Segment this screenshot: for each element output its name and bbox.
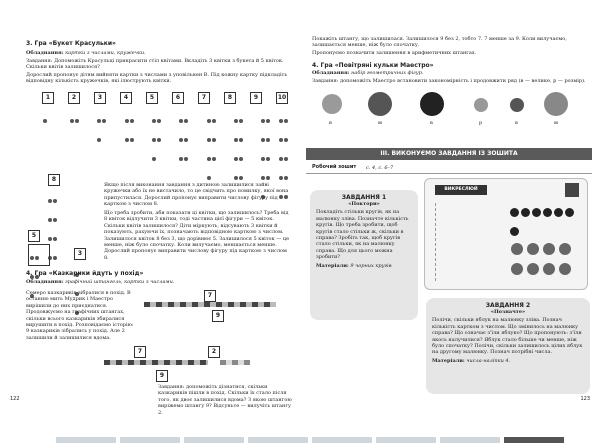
dot: [239, 176, 243, 180]
dot: [284, 119, 288, 123]
number-card[interactable]: 9: [250, 92, 262, 104]
card-7-top[interactable]: 7: [204, 290, 216, 302]
card-9-bottom[interactable]: 9: [156, 370, 168, 382]
dot: [152, 138, 156, 142]
dot: [130, 119, 134, 123]
dot: [70, 119, 74, 123]
dot: [130, 138, 134, 142]
balloon-label: м: [554, 120, 558, 126]
workbook-dot: [521, 208, 530, 217]
dot: [157, 119, 161, 123]
dot: [279, 138, 283, 142]
game-balloons-task: Завдання: допоможіть Маестро встановити закономірність і продовжити ряд (в — велике, р — розмір).: [312, 78, 586, 84]
workbook-row: Робочий зошит с. 4, с. 6–7: [306, 163, 592, 174]
balloon[interactable]: [420, 92, 444, 116]
footer-tab[interactable]: [376, 437, 436, 443]
task2-name: «Позначте»: [490, 309, 526, 315]
card-7-bottom[interactable]: 7: [134, 346, 146, 358]
number-card[interactable]: 10: [276, 92, 288, 104]
dot: [207, 119, 211, 123]
balloon-label: р: [479, 120, 483, 126]
workbook-image: [424, 178, 588, 290]
number-card[interactable]: 8: [224, 92, 236, 104]
workbook-dot: [510, 227, 519, 236]
game3-description: Дорослий пропонує дітям вийняти картки з числами з уповільнен В. Під кожну картку підкладіть відповідну кількість кружечків, які ілюструють квітки.: [26, 72, 288, 85]
apple-icon: [527, 243, 539, 255]
apple-icon: [543, 243, 555, 255]
dot: [212, 157, 216, 161]
balloon[interactable]: [368, 92, 392, 116]
rod-7[interactable]: [104, 360, 208, 365]
dot: [184, 157, 188, 161]
dot: [179, 157, 183, 161]
number-card[interactable]: 2: [68, 92, 80, 104]
dot-column: [179, 108, 191, 165]
balloon-label: м: [378, 120, 382, 126]
balloon[interactable]: [474, 98, 488, 112]
dot: [43, 119, 47, 123]
game-balloons-equipment: Обладнання: набір геометричних фігур.: [312, 70, 424, 76]
game4-equipment: Обладнання: графічний штангель, картки з числами.: [26, 279, 175, 285]
section-bar: III. ВИКОНУЄМО ЗАВДАННЯ ІЗ ЗОШИТА: [306, 148, 592, 160]
workbook-dot: [510, 208, 519, 217]
qr-code-icon: [565, 183, 579, 197]
task1-text: Покладіть стільки кругів, як на малюнку зліва. Позначте кількість кругів. Що треба зробити, щоб кругів стало стільки ж, скільки в справа? Зробіть так, щоб кругів стало стільки, як на малюнку справа. Що для цього можна зробити?: [316, 209, 409, 261]
dot: [102, 119, 106, 123]
balloons-row: [322, 90, 582, 134]
dot: [184, 119, 188, 123]
number-card[interactable]: 1: [42, 92, 54, 104]
workbook-text-area: [435, 203, 506, 281]
footer-strip: [0, 437, 600, 443]
dot: [284, 138, 288, 142]
apple-icon: [511, 243, 523, 255]
dot-column: [233, 108, 245, 184]
dot: [266, 119, 270, 123]
number-card[interactable]: 6: [172, 92, 184, 104]
dot: [97, 119, 101, 123]
balloon-label: в: [329, 120, 332, 126]
game3-title: 3. Гра «Букет Красульки»: [26, 40, 116, 47]
footer-tab[interactable]: [56, 437, 116, 443]
dot: [75, 119, 79, 123]
workbook-dot: [532, 208, 541, 217]
dot: [261, 157, 265, 161]
footer-tab[interactable]: [312, 437, 372, 443]
workbook-dots: [509, 203, 581, 233]
game4-title: 4. Гра «Казкарики йдуть у похід»: [26, 270, 144, 277]
dot: [207, 176, 211, 180]
mid-text-2: Що треба зробити, аби показати ці квітки, що залишилось? Треба від 8 квіток відлучити 3 квітки, тоді частина цієї фігури — 5 квіток. Скільки квітів залишилося? Діти міркують, відсувають 3 квітки й показують, рахуючи їх, позначають відповідною карткою з числом. Залишилося квіток 8 без 3, що дорівнює 5. Залишилося 5 квіток — це менше, ніж було спочатку. Коли вилучаємо, меншається менше. Дорослий пропонує виправити числову фігуру під карткою з числом 8.: [104, 210, 290, 261]
dot: [239, 119, 243, 123]
dot: [234, 138, 238, 142]
dot: [279, 119, 283, 123]
game3-equipment: Обладнання: картки з числами, кружечки.: [26, 50, 146, 56]
page-number-right: 123: [580, 396, 590, 402]
balloon[interactable]: [544, 92, 568, 116]
rod-2[interactable]: [220, 360, 250, 365]
apple-icon: [559, 243, 571, 255]
dot-column: [97, 108, 109, 146]
dot: [261, 119, 265, 123]
dot: [97, 138, 101, 142]
balloon-label: в: [515, 120, 518, 126]
card-9-top[interactable]: 9: [212, 310, 224, 322]
dot: [284, 157, 288, 161]
card-2-bottom[interactable]: 2: [208, 346, 220, 358]
workbook-dot: [554, 208, 563, 217]
card-3[interactable]: 3: [74, 248, 86, 260]
dot: [179, 119, 183, 123]
game3-task: Завдання: Допоможіть Красульці прикрасити стіл квітами. Вкладіть 3 квітки з букета й 5 квіток. Скільки квітів залишилося?: [26, 58, 284, 71]
apple-icon: [511, 263, 523, 275]
mid-text: Якщо після виконання завдання з дитиною залишилися зайві кружечки або їх не вистачило, то це свідчить про помилку, якої вона припустилася. Дорослий пропонує виправити числову фігуру під карткою з числом 8.: [104, 182, 289, 208]
balloon[interactable]: [510, 98, 524, 112]
dot: [239, 138, 243, 142]
dot: [207, 138, 211, 142]
dot: [125, 119, 129, 123]
dot: [234, 157, 238, 161]
right-page: [306, 30, 592, 400]
dot-box-5: [28, 244, 50, 266]
dot-column: [69, 108, 81, 127]
footer-tab[interactable]: [184, 437, 244, 443]
dot: [184, 138, 188, 142]
task1-box: [310, 190, 418, 320]
number-card[interactable]: 3: [94, 92, 106, 104]
page-number-left: 122: [10, 396, 20, 402]
apple-icon: [559, 263, 571, 275]
dot: [239, 157, 243, 161]
dot: [207, 157, 211, 161]
dot: [284, 176, 288, 180]
dot: [234, 176, 238, 180]
number-cards-row: [42, 92, 288, 104]
game-balloons-title: 4. Гра «Повітряні кульки Маестро»: [312, 62, 434, 69]
dot: [179, 138, 183, 142]
dot: [212, 119, 216, 123]
dot: [266, 138, 270, 142]
dot: [279, 176, 283, 180]
dot-column: [124, 108, 136, 146]
dot: [152, 157, 156, 161]
footer-tab[interactable]: [248, 437, 308, 443]
task2-materials: Матеріали: числа-наліпки 4.: [432, 357, 511, 364]
footer-tab-active[interactable]: [504, 437, 564, 443]
footer-tab[interactable]: [440, 437, 500, 443]
dot: [266, 176, 270, 180]
rod-9-top[interactable]: [144, 302, 276, 307]
dot: [266, 157, 270, 161]
dot: [234, 119, 238, 123]
left-page: [8, 30, 294, 416]
card-5[interactable]: 5: [28, 230, 40, 242]
balloon-label: в: [430, 120, 433, 126]
task2-title: ЗАВДАННЯ 2: [485, 302, 531, 309]
card-8[interactable]: 8: [48, 174, 60, 186]
apple-icon: [543, 263, 555, 275]
task1-materials: Матеріали: 9 чорних кругів: [316, 262, 392, 269]
number-card[interactable]: 5: [146, 92, 158, 104]
task2-text: Полічи, скільки яблук на малюнку зліва. Познач кількість картком з числом. Що змінилось на малюнку справа? Що означає з'їли яблуко? Що пропонують: з'їли якось налучилися? Яблук стало більше чи менше, ніж було спочатку? Полічи, скільки залишилось цілих яблук на другому малюнку. Познач потрібні числа.: [432, 317, 583, 356]
dot-columns: [42, 108, 288, 148]
dot: [261, 176, 265, 180]
dot-column: [42, 108, 54, 127]
footer-tab[interactable]: [120, 437, 180, 443]
dot-column: [206, 108, 218, 184]
dot: [125, 138, 129, 142]
workbook-tag: ВИКРЕСЛЮЙ: [435, 185, 487, 195]
dot: [279, 157, 283, 161]
task1-name: «Поктори»: [348, 201, 380, 207]
dot: [152, 119, 156, 123]
dot: [157, 138, 161, 142]
top-text-2: Пропонуємо позначити залишення в арифметичних штангах.: [312, 50, 477, 56]
number-card[interactable]: 7: [198, 92, 210, 104]
number-card[interactable]: 4: [120, 92, 132, 104]
top-text: Покажіть штангу, що залишилася. Залишилося 9 без 2, тобто 7. 7 менше за 9. Коли вилучаємо, залишається менше, ніж було спочатку.: [312, 36, 567, 49]
task1-title: ЗАВДАННЯ 1: [341, 194, 387, 201]
workbook-dot: [543, 208, 552, 217]
dot: [212, 138, 216, 142]
workbook-dot: [565, 208, 574, 217]
workbook-apples: [509, 241, 581, 281]
task2-box: [426, 298, 590, 394]
dot-column: [151, 108, 163, 165]
bottom-text: Завдання: допоможіть дізнатися, скільки казкариків пішли в похід. Скільки їх стало після того, як двоє залишилися вдома? З якою штангою виріжемо штангу 9? Відсуньте — вилучіть штангу 2.: [158, 384, 292, 416]
dot: [261, 138, 265, 142]
game4-text: Семеро казкариків зібралися в похід. В останню мить Мудрик і Маестро вирішили до них приєднатися. Продовжуємо на графічних штангах, скільки всього казкариків збиралися вирушити в похід. Розповідаємо історію: 9 казкариків зібрались у похід. Але 2 залишили й залишилися вдома.: [26, 290, 134, 341]
balloon[interactable]: [322, 94, 342, 114]
apple-icon: [527, 263, 539, 275]
